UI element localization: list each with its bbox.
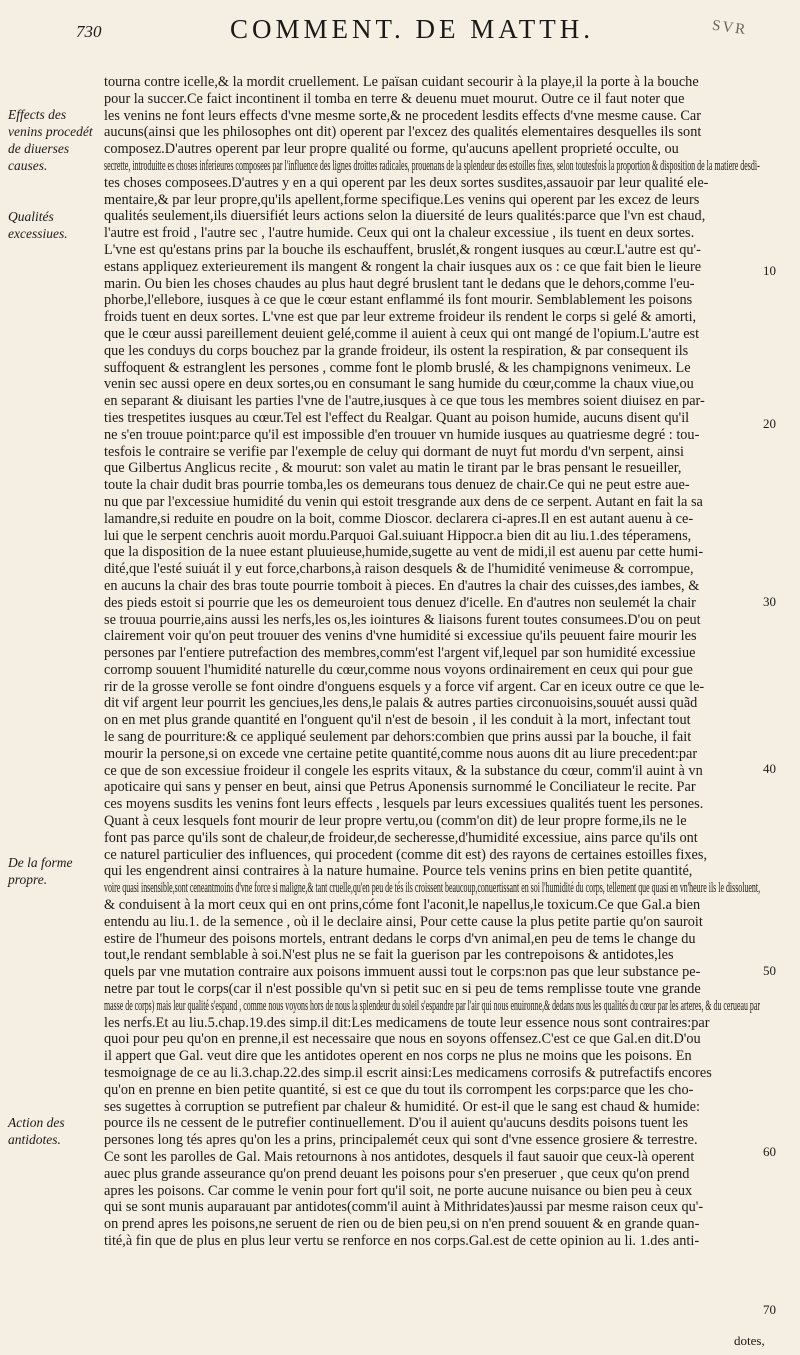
- text-line: tourna contre icelle,& la mordit cruellement. Le païsan cuidant secourir à la playe,il la porte à la bouche: [104, 74, 699, 90]
- text-line: des pieds estoit si pourrie que les os demeuroient tous denuez d'icelle. En d'autres non seulemét la chair: [104, 594, 696, 611]
- text-line: l'autre est froid , l'autre sec , l'autre humide. Ceux qui ont la chaleur excessiue , ils tuent en deux sortes.: [104, 225, 695, 242]
- text-line: Ce sont les parolles de Gal. Mais retournons à nos antidotes, desquels il faut sauoir que ceux-là operent: [104, 1149, 695, 1165]
- text-line: tes choses composees.D'autres y en a qui operent par les deux sortes susdites,assauoir par leur qualité ele-: [104, 174, 709, 191]
- page-number: 730: [76, 22, 102, 41]
- sidenote-proper-form: De la forme propre.: [8, 855, 73, 887]
- text-line: font pas parce qu'ils sont de chaleur,de froideur,de secheresse,d'humidité excessiue, ains parce qu'ils ont: [104, 829, 698, 846]
- text-line: quels par vne mutation contraire aux poisons immuent aussi tout le corps:non pas que leur substance pe-: [104, 964, 701, 981]
- text-line: ces moyens susdits les venins font leurs effects , lesquels par leurs excessiues qualités tuent les persones.: [104, 796, 704, 813]
- text-line: secrette, introduitte es choses inferieures composees par l'influence des lignes droittes radicales, prouenans de la splendeur des estoilles fixes, selon toutesfois la proportion & disposition de la matiere desdi-: [104, 157, 760, 174]
- text-line: on prend apres les poisons,ne seruent de rien ou de bien peu,si on n'en prend souuent & en grande quan-: [104, 1216, 700, 1233]
- text-line: les nerfs.Et au liu.5.chap.19.des simp.il dit:Les medicamens de toute leur essence nous sont contraires:par: [104, 1014, 710, 1031]
- text-line: lui que le serpent cenchris auoit mordu.Parquoi Gal.suiuant Hippocr.a bien dit au liu.1.des téperamens,: [104, 527, 692, 544]
- text-line: il appert que Gal. veut dire que les antidotes operent en nos corps ne plus ne moins que les poisons. En: [104, 1048, 692, 1065]
- text-line: voire quasi insensible,sont ceneantmoins d'vne force si maligne,& tant cruelle,qu'en peu de tés ils croissent beaucoup,conuertissant en soi l'humidité du corps, tellement que quasi en vn'heure ils le dissoluent,: [104, 880, 760, 897]
- line-number: 70: [763, 1302, 776, 1317]
- text-line: que la disposition de la nuee estant pluuieuse,humide,sugette au vent de midi,il est auenu par cette humi-: [104, 544, 704, 561]
- text-line: tité,à fin que de plus en plus leur vertu se renforce en nos corps.Gal.est de cette opinion au li. 1.des anti-: [104, 1232, 700, 1249]
- text-line: ce naturel particulier des influences, qui procedent (comme dit est) des rayons de certaines estoilles fixes,: [104, 846, 708, 863]
- line-number: 40: [763, 761, 776, 776]
- line-number: 60: [763, 1144, 776, 1159]
- sidenote-effects: Effects des venins procedét de diuerses causes.: [8, 107, 93, 173]
- text-line: Quant à ceux lesquels font mourir de leur propre vertu,ou (comm'on dit) de leur propre forme,ils ne le: [104, 813, 687, 830]
- text-line: lamandre,si reduite en poudre on la boit, comme Dioscor. declarera ci-apres.Il en est autant auenu à ce-: [104, 510, 694, 527]
- text-line: que le cœur aussi pareillement deuient gelé,comme il auient à ceux qui ont mangé de l'opium.L'autre est: [104, 325, 700, 342]
- text-line: ne s'en trouue point:parce qu'il est impossible d'en trouuer vn humide iusques au quatriesme degré : tou-: [104, 426, 700, 443]
- text-line: en separant & diuisant les parties l'vne de l'autre,iusques à ce que tous les membres soient diuisez en par-: [104, 393, 705, 410]
- text-line: qui se sont munis auparauant par antidotes(comm'il auint à Mithridates)aussi par mesme raison ceux qu'-: [104, 1199, 704, 1216]
- text-line: mourir la persone,si on excede vne certaine petite quantité,comme nous auons dit au liure precedent:par: [104, 745, 698, 762]
- text-line: rir de la grosse verolle se font oindre d'onguens esquels y a force vif argent. Car en iceux outre ce que le-: [104, 678, 705, 695]
- text-line: phorbe,l'ellebore, iusques à ce que le cœur estant enflammé ils font mourir. Semblablement les poisons: [104, 292, 693, 309]
- text-line: suffoquent & estranglent les persones , comme font le plomb bruslé, & les champignons venimeux. Le: [104, 359, 691, 376]
- text-line: les venins ne font leurs effects d'vne mesme sorte,& ne procedent lesdits effects d'vne mesme cause. Car: [104, 107, 701, 124]
- text-line: ties trespetites iusques au cœur.Tel est l'effect du Realgar. Quant au poison humide, aucuns disent qu'il: [104, 409, 690, 426]
- text-line: & conduisent à la mort ceux qui en ont prins,cóme font l'aconit,le napellus,le toxicum.Ce que Gal.a bien: [104, 897, 701, 914]
- text-line: dit vif argent leur pourrit les genciues,les dens,le palais & autres parties circonuoisins,souuét aussi quãd: [104, 695, 698, 712]
- text-line: en aucuns la chair des bras toute pourrie tomboit à pieces. En d'autres la chair des cuisses,des iambes, &: [104, 577, 700, 594]
- text-line: tesmoignage de ce au li.3.chap.22.des simp.il escrit ainsi:Les medicamens corrosifs & putrefactifs encores: [104, 1065, 712, 1082]
- text-line: tout,le rendant semblable à soi.N'est plus ne se fait la guerison par les contrepoisons & antidotes,les: [104, 947, 674, 964]
- text-line: froids tuent en deux sortes. L'vne est que par leur extreme froideur ils rendent le corps si gelé & amorti,: [104, 309, 697, 326]
- text-line: mentaire,& par leur propre,qu'ils apellent,forme specifique.Les venins qui operent par les excez de leurs: [104, 191, 700, 208]
- text-line: nu que par l'excessiue humidité du venin qui estoit tresgrande aux dens de ce serpent. Autant en fait la sa: [104, 493, 703, 510]
- line-number: 10: [763, 263, 776, 278]
- text-line: clairement voir qu'on peut trouuer des venins d'vne humidité si excessiue qu'ils peuuent faire mourir les: [104, 628, 697, 645]
- text-line: qu'on en prenne en bien petite quantité, si est ce que du tout ils corrompent les corps:parce que les cho-: [104, 1081, 694, 1098]
- top-right-catchword: SVR: [711, 17, 749, 39]
- text-line: L'vne est qu'estans prins par la bouche ils eschauffent, bruslét,& rongent iusques au cœur.L'autre est qu'-: [104, 241, 701, 258]
- text-line: entendu au liu.1. de la semence , où il le declaire ainsi, Pour cette cause la plus petite partie qu'on sauroit: [104, 913, 703, 930]
- text-line: composez.D'autres operent par leur propre qualité ou forme, qu'aucuns apellent proprieté occulte, ou: [104, 141, 679, 158]
- text-line: persones par l'entiere putrefaction des membres,comm'est l'argent vif,lequel par son humidité excessiue: [104, 645, 696, 662]
- text-line: qui les engendrent ainsi contraires à la nature humaine. Pource tels venins prins en bien petite quantité,: [104, 863, 693, 880]
- text-line: aucuns(ainsi que les philosophes ont dit) operent par l'excez des qualités elementaires desquelles ils sont: [104, 124, 702, 141]
- bottom-catchword: dotes,: [734, 1333, 765, 1348]
- text-line: estans appliquez exterieurement ils mangent & rongent la chair iusques aux os : ce que fait bien le lieure: [104, 258, 702, 275]
- body-text: [104, 74, 760, 1250]
- text-line: estire de l'humeur des poisons mortels, entrant dedans le corps d'vn animal,en peu de tems le change du: [104, 930, 696, 947]
- text-line: auec plus grande asseurance qu'on prend deuant les poisons pour s'en preseruer , que ceux qu'on prend: [104, 1165, 690, 1182]
- text-line: dité,que l'esté suiuát il y eut force,charbons,à raison desquels & de l'humidité venimeuse & corrompue,: [104, 561, 694, 578]
- text-line: ce que de son excessiue froideur il congele les esprits vitaux, & la substance du cœur, comm'il auint à vn: [104, 762, 703, 779]
- text-line: apres les poisons. Car comme le venin pour fort qu'il soit, ne porte aucune nuisance ou bien peu à ceux: [104, 1182, 693, 1199]
- text-line: ses sugettes à corruption se putrefient par chaleur & humidité. Or est-il que le sang est chaud & humide:: [104, 1098, 700, 1115]
- line-number: 30: [763, 594, 776, 609]
- text-line: pource ils ne cessent de le putrefier continuellement. D'ou il auient qu'aucuns desdits poisons tuent les: [104, 1115, 689, 1132]
- text-line: masse de corps) mais leur qualité s'espand , comme nous voyons hors de nous la splendeur du soleil s'espandre par l'air qui nous enuironne,& dedans nous les qualités du cœur par les arteres, & du cerueau par: [104, 997, 760, 1014]
- sidenote-antidotes: Action des antidotes.: [8, 1115, 65, 1147]
- text-line: on en met plus grande quantité en l'onguent qu'il n'est de besoin , il les conduit à la mort, infectant tout: [104, 712, 691, 729]
- text-line: venin sec aussi opere en deux sortes,ou en consumant le sang humide du cœur,comme la chaux viue,ou: [104, 376, 694, 393]
- running-head: COMMENT. DE MATTH.: [230, 14, 594, 44]
- text-line: netre par tout le corps(car il n'est possible qu'vn si petit suc en si peu de tems remplisse toute vne grande: [104, 981, 701, 998]
- text-line: le sang de pourriture:& ce appliqué seulement par dehors:combien que prins aussi par la bouche, il fait: [104, 729, 692, 746]
- line-number: 20: [763, 416, 776, 431]
- sidenote-qualities: Qualités excessiues.: [8, 209, 68, 241]
- text-line: tesfois le contraire se verifie par l'exemple de celuy qui dormant de nuyt fut mordu d'vn serpent, ainsi: [104, 443, 685, 460]
- text-line: marin. Ou bien les choses chaudes au plus haut degré bruslent tant le dedans que le dehors,comme l'eu-: [104, 275, 695, 292]
- text-line: se trouua pourrie,ains aussi les nerfs,les os,les iointures & liaisons furent toutes consumees.D'ou on peut: [104, 611, 701, 628]
- text-line: corromp souuent l'humidité naturelle du cœur,comme nous voyons ordinairement en ceux qui pour gue: [104, 661, 693, 678]
- text-line: que Gilbertus Anglicus recite , & mourut: son valet au matin le tirant par le bras pensant le resueiller,: [104, 460, 682, 477]
- text-line: pour la succer.Ce faict incontinent il tomba en terre & deuenu muet mourut. Outre ce il faut noter que: [104, 90, 685, 107]
- text-line: apoticaire qui sans y penser en beut, ainsi que Petrus Aponensis surnommé le Conciliateur le recite. Par: [104, 779, 696, 796]
- text-line: quoi pour peu qu'on en prenne,il est necessaire que nous en soyons offensez.C'est ce que Gal.en dit.D'ou: [104, 1031, 701, 1048]
- text-line: toute la chair dudit bras pourrie tomba,les os demeurans tous denuez de chair.Ce qui ne peut estre aue-: [104, 477, 690, 494]
- line-number: 50: [763, 963, 776, 978]
- text-line: que les conduys du corps bouchez par la grande froideur, ils ostent la respiration, & par consequent ils: [104, 342, 689, 359]
- text-line: qualités seulement,ils diuersifiét leurs actions selon la diuersité de leurs qualités:parce que l'vn est chaud,: [104, 208, 706, 225]
- text-line: persones long tés apres qu'on les a prins, principalemét ceux qui sont d'vne essence grosiere & terrestre.: [104, 1132, 698, 1149]
